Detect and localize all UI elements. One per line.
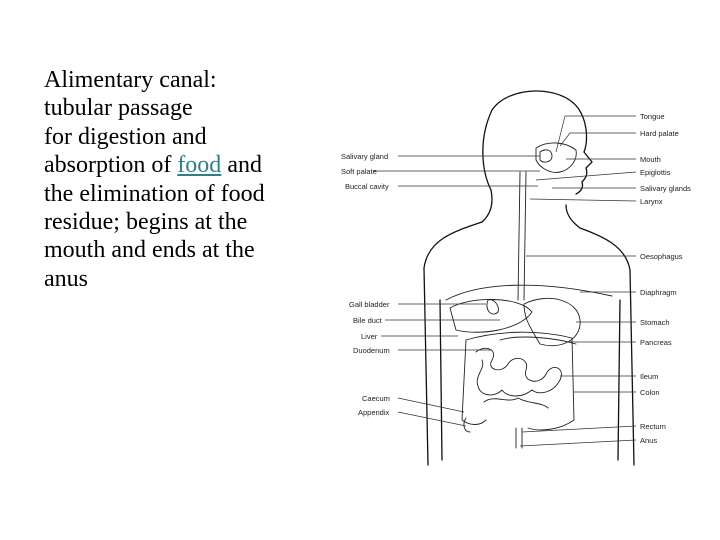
leader-appendix <box>398 412 466 426</box>
text-line-3: for digestion and <box>44 123 207 150</box>
leader-hard-palate <box>560 133 636 146</box>
label-appendix: Appendix <box>358 408 390 417</box>
label-rectum: Rectum <box>640 422 666 431</box>
body-outline <box>424 91 634 465</box>
leader-tongue <box>556 116 636 152</box>
label-salivary-gland: Salivary gland <box>341 152 389 161</box>
label-larynx: Larynx <box>640 197 663 206</box>
diagram-labels <box>341 112 691 445</box>
label-gall-bladder: Gall bladder <box>349 300 390 309</box>
gall-bladder <box>487 300 498 314</box>
label-liver: Liver <box>361 332 378 341</box>
liver <box>450 299 532 332</box>
oesophagus <box>518 172 526 300</box>
label-salivary-glands: Salivary glands <box>640 184 691 193</box>
mouth-region <box>536 143 576 172</box>
label-pancreas: Pancreas <box>640 338 672 347</box>
label-anus: Anus <box>640 436 658 445</box>
label-hard-palate: Hard palate <box>640 129 679 138</box>
salivary-gland <box>540 150 552 162</box>
text-line-7: mouth and ends at the <box>44 237 255 264</box>
digestive-system-diagram <box>335 85 720 475</box>
leader-lines <box>373 116 636 446</box>
text-line-5: the elimination of food <box>44 180 265 207</box>
text-line-4-post: and <box>221 152 262 179</box>
text-line-8: anus <box>44 265 88 292</box>
text-line-1: Alimentary canal: <box>44 67 217 93</box>
definition-text <box>44 66 344 293</box>
neck-front <box>566 205 580 228</box>
small-intestine <box>476 348 561 408</box>
label-ileum: Ileum <box>640 372 659 381</box>
food-link[interactable]: food <box>177 152 222 179</box>
label-bile-duct: Bile duct <box>353 316 382 325</box>
label-mouth: Mouth <box>640 155 661 164</box>
leader-larynx <box>530 199 636 201</box>
neck-back <box>482 190 492 222</box>
rectum <box>516 428 522 448</box>
right-shoulder-arm <box>580 228 634 465</box>
label-stomach: Stomach <box>640 318 670 327</box>
label-caecum: Caecum <box>362 394 390 403</box>
right-arm-inner <box>618 300 620 460</box>
leader-caecum <box>398 398 464 412</box>
text-line-2: tubular passage <box>44 95 193 122</box>
text-line-6: residue; begins at the <box>44 209 248 236</box>
head-outline <box>483 91 587 190</box>
text-line-4 <box>44 151 344 179</box>
label-diaphragm: Diaphragm <box>640 288 677 297</box>
label-oesophagus: Oesophagus <box>640 252 683 261</box>
label-colon: Colon <box>640 388 660 397</box>
text-line-4-pre: absorption of <box>44 152 178 179</box>
diaphragm <box>446 285 612 300</box>
organs <box>446 143 612 448</box>
label-tongue: Tongue <box>640 112 665 121</box>
label-duodenum: Duodenum <box>353 346 390 355</box>
label-epiglottis: Epiglottis <box>640 168 671 177</box>
label-soft-palate: Soft palate <box>341 167 377 176</box>
label-buccal-cavity: Buccal cavity <box>345 182 389 191</box>
left-arm-inner <box>440 300 442 460</box>
appendix <box>464 418 470 432</box>
left-shoulder-arm <box>424 222 482 465</box>
colon <box>462 332 574 430</box>
